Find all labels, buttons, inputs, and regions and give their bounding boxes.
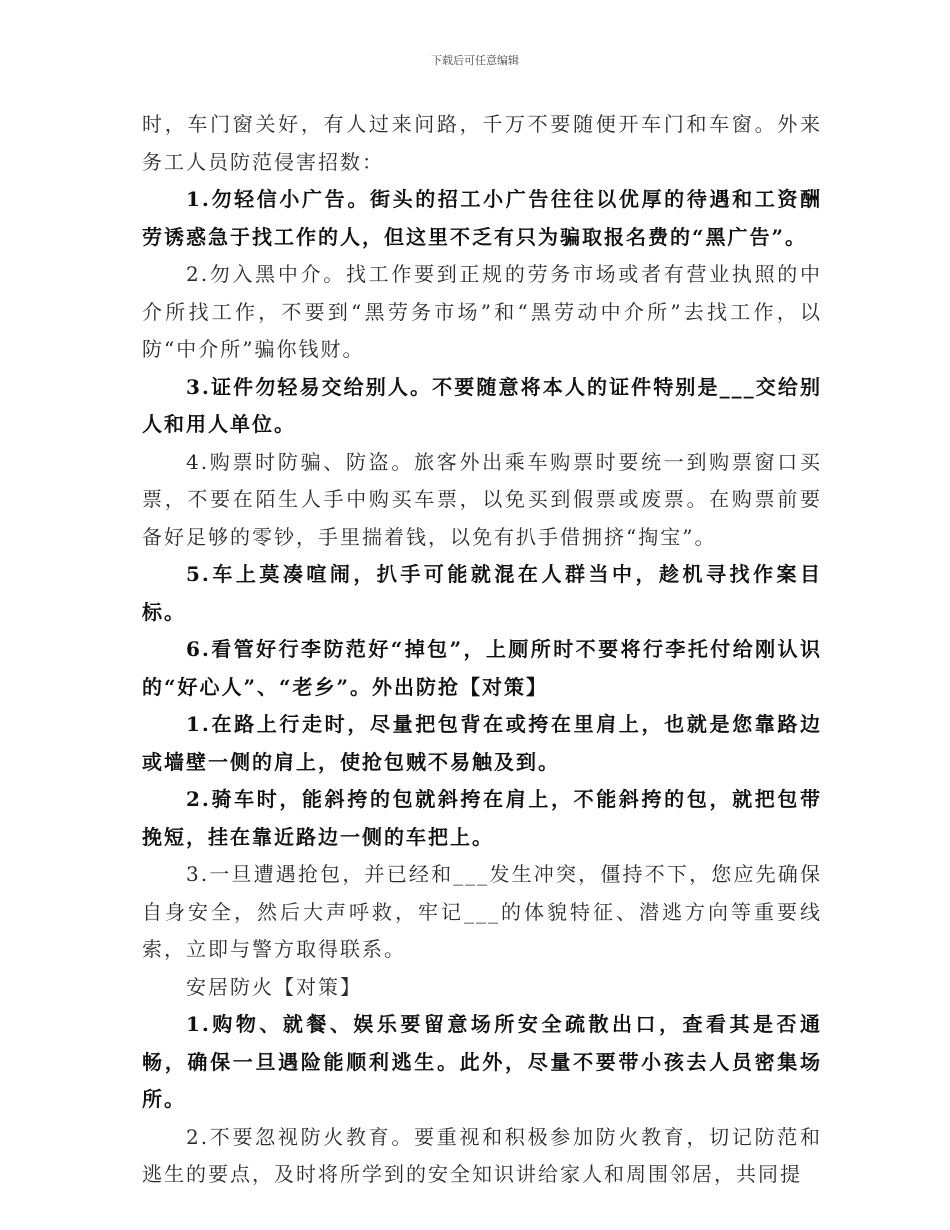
paragraph: 5.车上莫凑喧闹，扒手可能就混在人群当中，趁机寻找作案目标。: [142, 562, 822, 624]
section-heading: 安居防火【对策】: [186, 974, 362, 999]
paragraph: 6.看管好行李防范好“掉包”，上厕所时不要将行李托付给刚认识的“好心人”、“老乡”。外出防抢【对策】: [142, 637, 822, 699]
document-body: [142, 106, 822, 1194]
paragraph: 2.不要忽视防火教育。要重视和积极参加防火教育，切记防范和逃生的要点，及时将所学到的安全知识讲给家人和周围邻居，共同提: [142, 1124, 822, 1186]
paragraph: 4.购票时防骗、防盗。旅客外出乘车购票时要统一到购票窗口买票，不要在陌生人手中购买车票，以免买到假票或废票。在购票前要备好足够的零钞，手里揣着钱，以免有扒手借拥挤“掏宝”。: [142, 449, 822, 549]
paragraph: 2.骑车时，能斜挎的包就斜挎在肩上，不能斜挎的包，就把包带挽短，挂在靠近路边一侧的车把上。: [142, 787, 822, 849]
paragraph: 时，车门窗关好，有人过来问路，千万不要随便开车门和车窗。外来务工人员防范侵害招数：: [142, 112, 822, 174]
page-header: 下载后可任意编辑: [431, 54, 519, 67]
paragraph: 1.在路上行走时，尽量把包背在或挎在里肩上，也就是您靠路边或墙壁一侧的肩上，使抢包贼不易触及到。: [142, 712, 822, 774]
paragraph: 1.购物、就餐、娱乐要留意场所安全疏散出口，查看其是否通畅，确保一旦遇险能顺利逃生。此外，尽量不要带小孩去人员密集场所。: [142, 1012, 822, 1111]
paragraph: 3.一旦遭遇抢包，并已经和___发生冲突，僵持不下，您应先确保自身安全，然后大声呼救，牢记___的体貌特征、潜逃方向等重要线索，立即与警方取得联系。: [142, 862, 822, 961]
paragraph: 1.勿轻信小广告。街头的招工小广告往往以优厚的待遇和工资酬劳诱惑急于找工作的人，但这里不乏有只为骗取报名费的“黑广告”。: [142, 187, 822, 249]
paragraph: 3.证件勿轻易交给别人。不要随意将本人的证件特别是___交给别人和用人单位。: [142, 374, 822, 436]
paragraph: 2.勿入黑中介。找工作要到正规的劳务市场或者有营业执照的中介所找工作，不要到“黑劳务市场”和“黑劳动中介所”去找工作，以防“中介所”骗你钱财。: [142, 262, 822, 361]
